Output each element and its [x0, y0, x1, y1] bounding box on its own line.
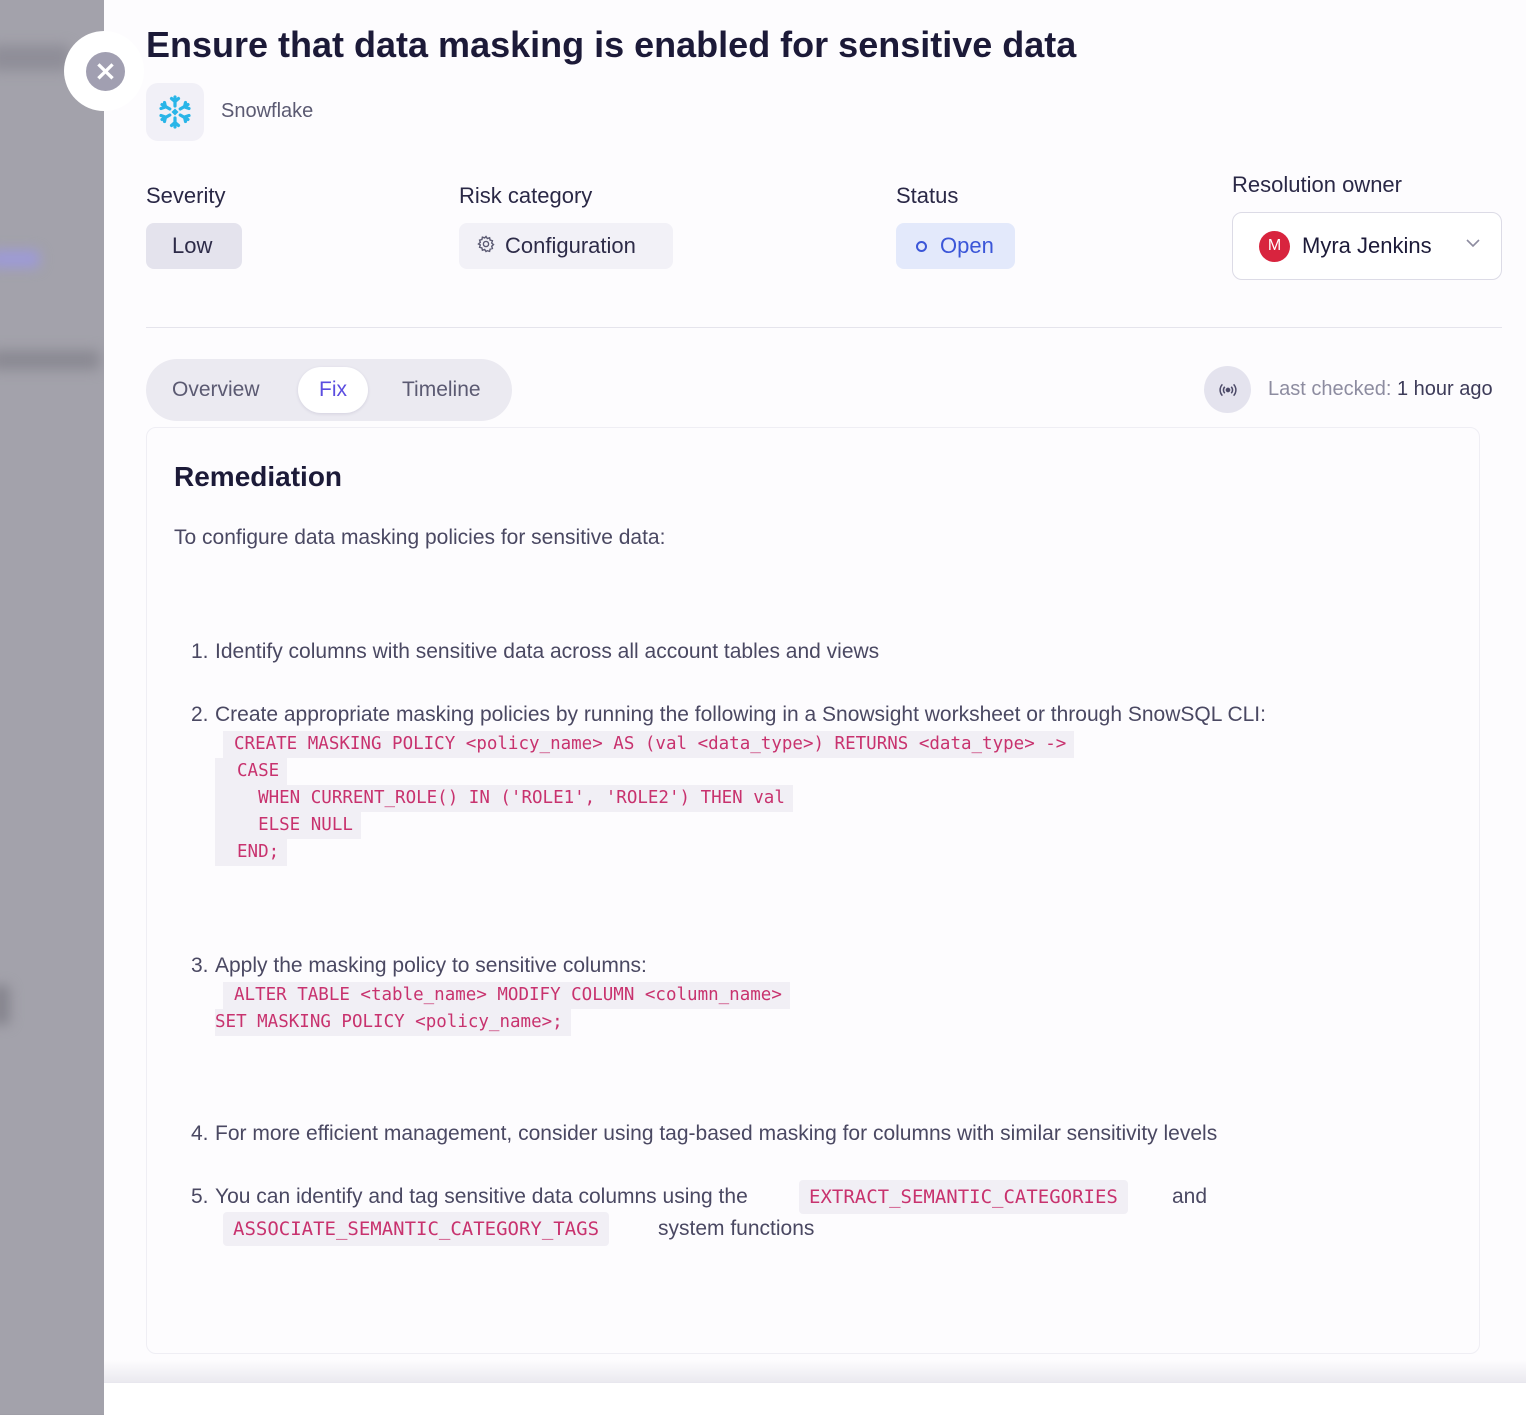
background-overlay[interactable]	[0, 0, 104, 1414]
avatar: M	[1259, 231, 1290, 262]
resolution-owner-label: Resolution owner	[1232, 172, 1402, 197]
risk-category-badge	[459, 223, 673, 269]
last-checked-label: Last checked:	[1268, 378, 1392, 400]
last-checked	[1268, 378, 1493, 401]
status-dot-icon	[916, 241, 927, 252]
remediation-title: Remediation	[174, 461, 343, 492]
code-block-alter-table	[215, 982, 782, 1090]
step-text: For more efficient management, consider using tag-based masking for columns with similar sensitivity levels	[215, 1122, 1218, 1145]
drawer-footer	[104, 1382, 1526, 1415]
tab-bar	[146, 359, 512, 421]
remediation-intro: To configure data masking policies for sensitive data:	[174, 526, 666, 549]
owner-name: Myra Jenkins	[1302, 233, 1432, 258]
gear-icon	[477, 235, 495, 258]
blurred-content	[0, 985, 10, 1025]
step-3	[191, 954, 647, 978]
inline-code-associate: ASSOCIATE_SEMANTIC_CATEGORY_TAGS	[223, 1212, 609, 1246]
risk-category-label: Risk category	[459, 183, 593, 208]
step-text: Identify columns with sensitive data across all account tables and views	[215, 640, 880, 663]
step-number: 2.	[191, 703, 209, 726]
step-number: 4.	[191, 1122, 209, 1145]
step-number: 1.	[191, 640, 209, 663]
chevron-down-icon	[1465, 235, 1481, 256]
remediation-card	[146, 427, 1480, 1354]
blurred-content	[0, 350, 100, 370]
divider	[146, 327, 1502, 328]
step-number: 5.	[191, 1185, 209, 1208]
severity-value: Low	[172, 233, 213, 258]
code-block-create-policy	[215, 731, 1067, 920]
status-label: Status	[896, 183, 959, 208]
step-text: Apply the masking policy to sensitive columns:	[215, 954, 647, 977]
step-5	[191, 1185, 748, 1209]
blurred-content	[0, 250, 40, 268]
vendor-name: Snowflake	[221, 100, 314, 122]
footer-shadow	[104, 1360, 1526, 1382]
inline-code-extract: EXTRACT_SEMANTIC_CATEGORIES	[799, 1180, 1128, 1214]
step-1	[191, 640, 879, 664]
step-text-system-functions: system functions	[658, 1217, 815, 1240]
page-title: Ensure that data masking is enabled for sensitive data	[146, 24, 1077, 65]
tab-overview[interactable]: Overview	[172, 378, 260, 401]
severity-badge	[146, 223, 242, 269]
snowflake-logo-icon	[146, 83, 204, 141]
tab-fix[interactable]: Fix	[298, 367, 368, 413]
broadcast-icon[interactable]	[1204, 366, 1251, 413]
status-badge	[896, 223, 1015, 269]
tab-timeline[interactable]: Timeline	[402, 378, 481, 401]
close-icon[interactable]: ×	[86, 52, 125, 91]
code-line: CASE	[215, 758, 287, 785]
status-value: Open	[940, 233, 994, 258]
step-text: Create appropriate masking policies by running the following in a Snowsight worksheet or through SnowSQL CLI:	[215, 703, 1266, 726]
code-line: END;	[215, 839, 287, 866]
detail-drawer	[104, 0, 1526, 1414]
code-line: SET MASKING POLICY <policy_name>;	[215, 1009, 571, 1036]
last-checked-value: 1 hour ago	[1396, 378, 1493, 400]
blurred-content	[0, 45, 70, 71]
severity-label: Severity	[146, 183, 226, 208]
code-line: ALTER TABLE <table_name> MODIFY COLUMN <column_name>	[223, 982, 790, 1009]
step-number: 3.	[191, 954, 209, 977]
code-line: ELSE NULL	[215, 812, 361, 839]
code-line: CREATE MASKING POLICY <policy_name> AS (val <data_type>) RETURNS <data_type> ->	[223, 731, 1074, 758]
code-line: WHEN CURRENT_ROLE() IN ('ROLE1', 'ROLE2') THEN val	[215, 785, 793, 812]
step-4	[191, 1122, 1217, 1146]
risk-category-value: Configuration	[505, 233, 636, 258]
step-text-and: and	[1172, 1185, 1208, 1208]
step-2	[191, 703, 1266, 727]
resolution-owner-select[interactable]	[1232, 212, 1502, 280]
step-text: You can identify and tag sensitive data columns using the	[215, 1185, 748, 1208]
